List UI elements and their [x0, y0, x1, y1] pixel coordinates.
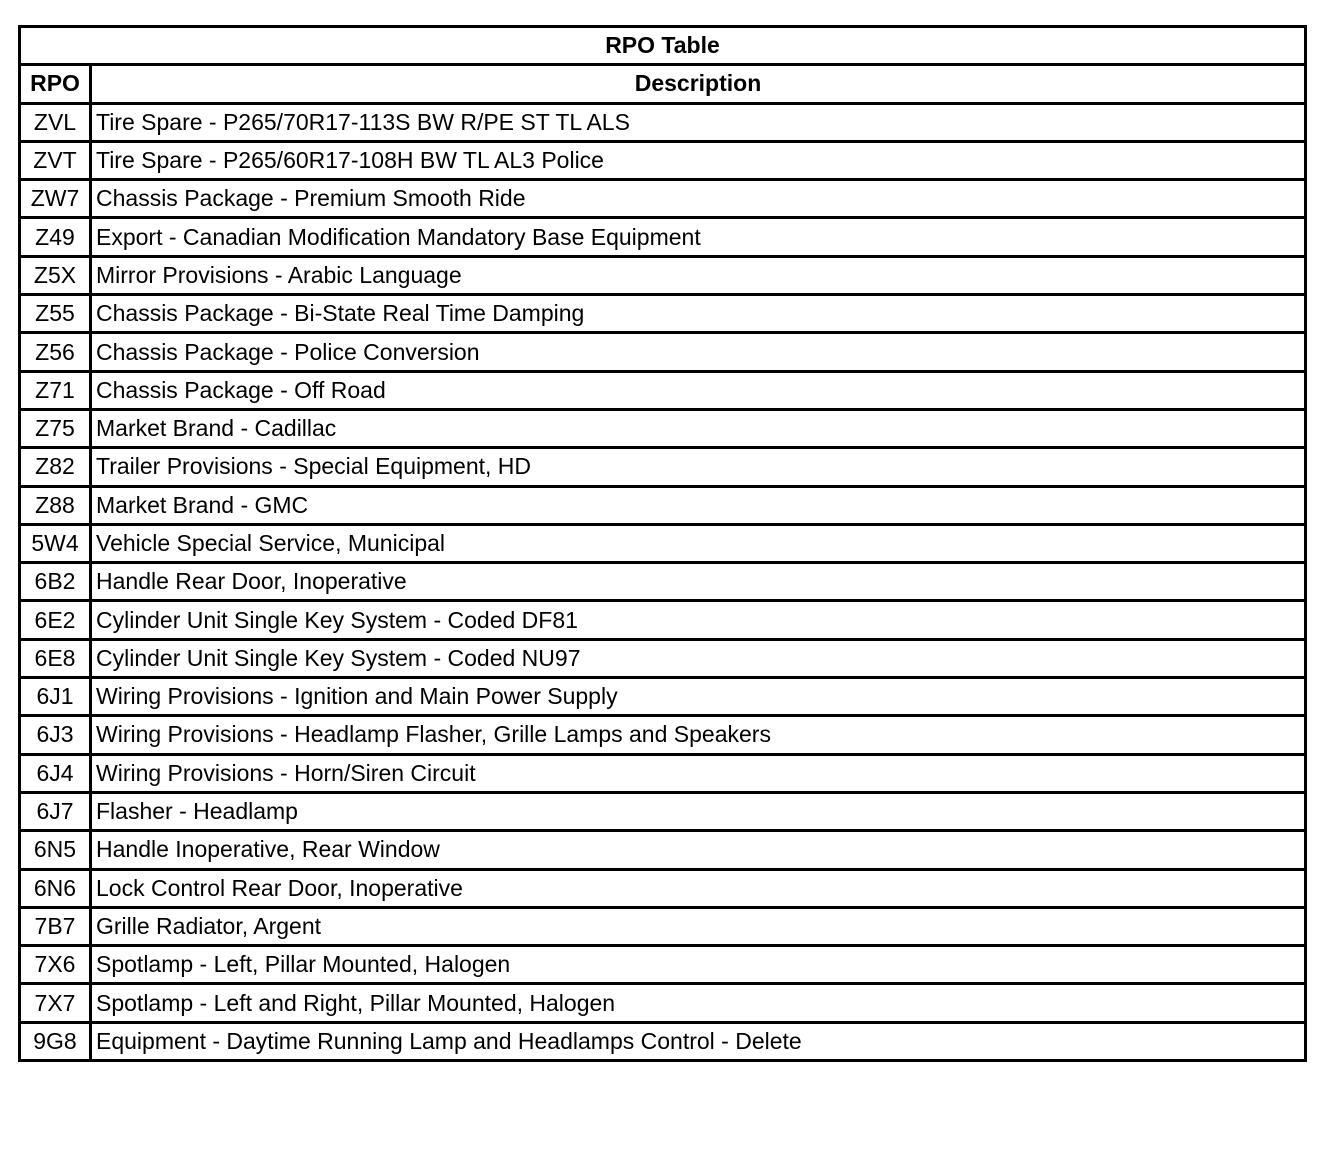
rpo-code-cell: Z55 — [20, 295, 91, 333]
rpo-description-cell: Market Brand - Cadillac — [91, 409, 1306, 447]
rpo-code-cell: 6N6 — [20, 869, 91, 907]
table-row — [20, 371, 1306, 409]
table-row — [20, 601, 1306, 639]
rpo-description-cell: Wiring Provisions - Headlamp Flasher, Grille Lamps and Speakers — [91, 716, 1306, 754]
rpo-description-cell: Handle Inoperative, Rear Window — [91, 831, 1306, 869]
table-row — [20, 295, 1306, 333]
rpo-description-cell: Chassis Package - Police Conversion — [91, 333, 1306, 371]
table-row — [20, 907, 1306, 945]
rpo-description-cell: Handle Rear Door, Inoperative — [91, 563, 1306, 601]
rpo-description-cell: Spotlamp - Left and Right, Pillar Mounted, Halogen — [91, 984, 1306, 1022]
rpo-code-cell: ZW7 — [20, 180, 91, 218]
rpo-code-cell: 6J4 — [20, 754, 91, 792]
rpo-description-cell: Flasher - Headlamp — [91, 792, 1306, 830]
rpo-description-cell: Export - Canadian Modification Mandatory Base Equipment — [91, 218, 1306, 256]
rpo-description-cell: Chassis Package - Premium Smooth Ride — [91, 180, 1306, 218]
rpo-description-cell: Spotlamp - Left, Pillar Mounted, Halogen — [91, 946, 1306, 984]
table-row — [20, 639, 1306, 677]
rpo-description-cell: Vehicle Special Service, Municipal — [91, 524, 1306, 562]
table-row — [20, 524, 1306, 562]
rpo-code-cell: 7B7 — [20, 907, 91, 945]
table-row — [20, 218, 1306, 256]
table-row — [20, 1022, 1306, 1060]
rpo-description-cell: Chassis Package - Off Road — [91, 371, 1306, 409]
rpo-code-cell: 7X7 — [20, 984, 91, 1022]
rpo-description-cell: Wiring Provisions - Horn/Siren Circuit — [91, 754, 1306, 792]
table-row — [20, 180, 1306, 218]
rpo-code-cell: 6B2 — [20, 563, 91, 601]
rpo-description-cell: Market Brand - GMC — [91, 486, 1306, 524]
rpo-code-cell: Z82 — [20, 448, 91, 486]
table-row — [20, 869, 1306, 907]
rpo-code-cell: Z49 — [20, 218, 91, 256]
rpo-code-cell: 9G8 — [20, 1022, 91, 1060]
table-row — [20, 678, 1306, 716]
table-row — [20, 256, 1306, 294]
rpo-code-cell: 6J3 — [20, 716, 91, 754]
table-row — [20, 409, 1306, 447]
rpo-table — [18, 25, 1307, 1062]
rpo-code-cell: Z88 — [20, 486, 91, 524]
rpo-description-cell: Cylinder Unit Single Key System - Coded NU97 — [91, 639, 1306, 677]
rpo-description-cell: Grille Radiator, Argent — [91, 907, 1306, 945]
rpo-description-cell: Cylinder Unit Single Key System - Coded DF81 — [91, 601, 1306, 639]
rpo-table-body — [20, 103, 1306, 1060]
rpo-code-cell: ZVT — [20, 141, 91, 179]
rpo-description-cell: Mirror Provisions - Arabic Language — [91, 256, 1306, 294]
table-row — [20, 448, 1306, 486]
column-header-rpo: RPO — [20, 65, 91, 103]
rpo-code-cell: 6E8 — [20, 639, 91, 677]
rpo-table-head — [20, 27, 1306, 104]
rpo-description-cell: Tire Spare - P265/60R17-108H BW TL AL3 Police — [91, 141, 1306, 179]
rpo-code-cell: 6J7 — [20, 792, 91, 830]
table-row — [20, 984, 1306, 1022]
rpo-description-cell: Trailer Provisions - Special Equipment, HD — [91, 448, 1306, 486]
table-row — [20, 333, 1306, 371]
table-title-row — [20, 27, 1306, 65]
table-row — [20, 946, 1306, 984]
table-row — [20, 754, 1306, 792]
rpo-description-cell: Equipment - Daytime Running Lamp and Headlamps Control - Delete — [91, 1022, 1306, 1060]
rpo-code-cell: Z56 — [20, 333, 91, 371]
table-row — [20, 831, 1306, 869]
rpo-description-cell: Lock Control Rear Door, Inoperative — [91, 869, 1306, 907]
table-title: RPO Table — [20, 27, 1306, 65]
rpo-description-cell: Chassis Package - Bi-State Real Time Damping — [91, 295, 1306, 333]
rpo-code-cell: Z5X — [20, 256, 91, 294]
rpo-code-cell: 6E2 — [20, 601, 91, 639]
table-row — [20, 141, 1306, 179]
rpo-code-cell: Z71 — [20, 371, 91, 409]
rpo-code-cell: 6N5 — [20, 831, 91, 869]
rpo-code-cell: 7X6 — [20, 946, 91, 984]
rpo-code-cell: 6J1 — [20, 678, 91, 716]
table-header-row — [20, 65, 1306, 103]
rpo-description-cell: Tire Spare - P265/70R17-113S BW R/PE ST TL ALS — [91, 103, 1306, 141]
table-row — [20, 563, 1306, 601]
rpo-code-cell: 5W4 — [20, 524, 91, 562]
rpo-code-cell: Z75 — [20, 409, 91, 447]
column-header-description: Description — [91, 65, 1306, 103]
table-row — [20, 486, 1306, 524]
table-row — [20, 716, 1306, 754]
table-row — [20, 792, 1306, 830]
rpo-code-cell: ZVL — [20, 103, 91, 141]
table-row — [20, 103, 1306, 141]
rpo-description-cell: Wiring Provisions - Ignition and Main Power Supply — [91, 678, 1306, 716]
